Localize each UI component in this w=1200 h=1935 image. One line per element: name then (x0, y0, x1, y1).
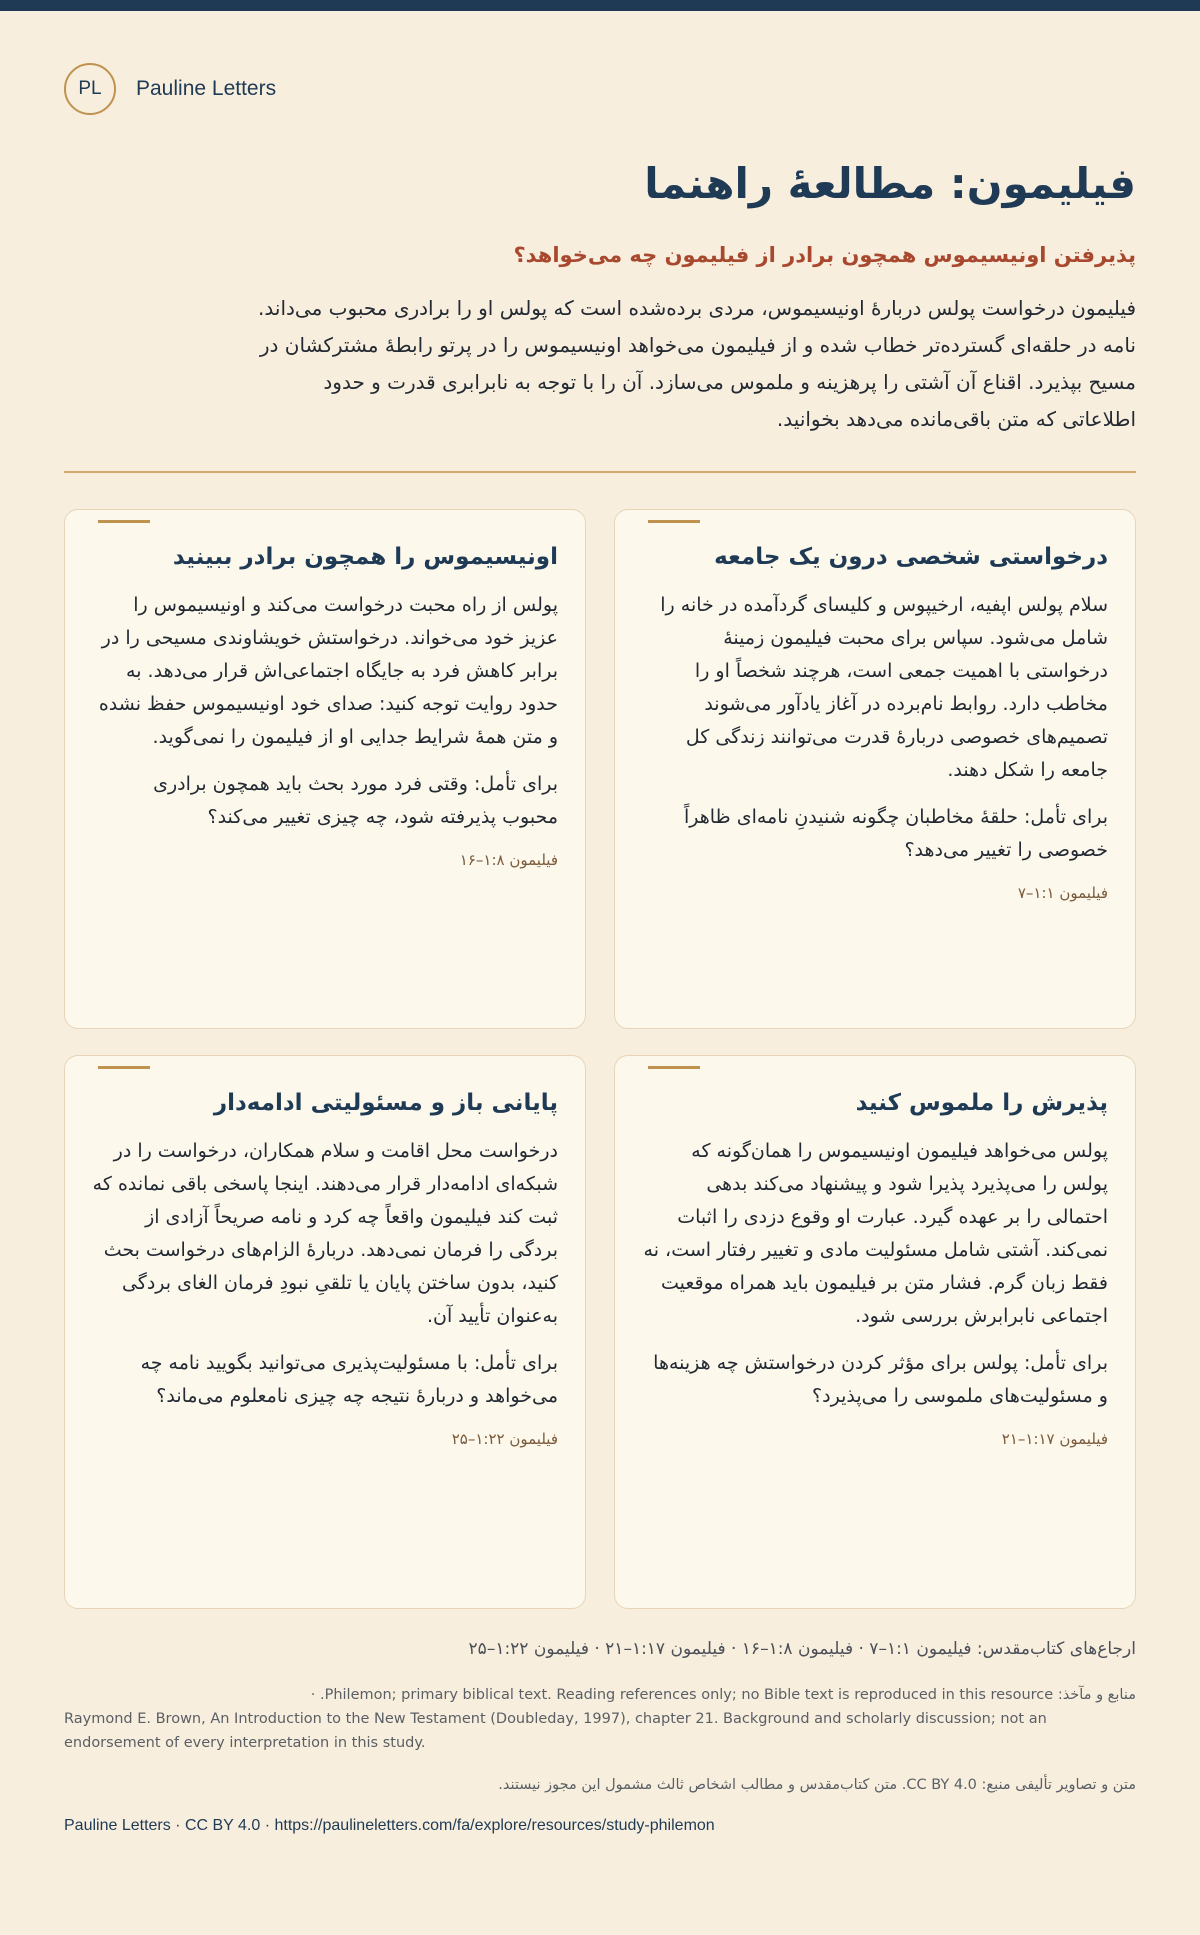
divider (64, 471, 1136, 473)
sources-line-1: Philemon; primary biblical text. Reading references only; no Bible text is reproduced in this resource. · (310, 1687, 1054, 1703)
sources-line-2: Raymond E. Brown, An Introduction to the New Testament (Doubleday, 1997), chapter 21. Background and scholarly discussion; not an endorsement of every interpretation in this study. (64, 1711, 1047, 1751)
intro-paragraph: فیلیمون درخواست پولس دربارهٔ اونیسیموس، مردی برده‌شده است که پولس او را برادری محبوب می‌داند. نامه در حلقه‌ای گسترده‌تر خطاب شده و از فیلیمون می‌خواهد اونیسیموس را در پرتو رابطهٔ مشترکشان در مسیح بپذیرد. اقناع آن آشتی را پرهزینه و ملموس می‌سازد. آن را با توجه به نابرابری قدرت و حدود اطلاعاتی که متن باقی‌مانده می‌دهد بخوانید. (258, 296, 1136, 431)
page (0, 62, 1200, 1835)
card-body: سلام پولس اپفیه، ارخیپوس و کلیسای گردآمده در خانه را شامل می‌شود. سپاس برای محبت فیلیمون زمینهٔ درخواستی با اهمیت جمعی است، هرچند شخصاً او را مخاطب دارد. روابط نام‌برده در آغاز یادآور می‌شوند تصمیم‌های خصوصی دربارهٔ قدرت می‌توانند زندگی کل جامعه را شکل دهند. (660, 594, 1108, 781)
card-title: پایانی باز و مسئولیتی ادامه‌دار (213, 1090, 558, 1116)
study-card (614, 1055, 1136, 1609)
card-reference: فیلیمون ۱:۸–۱۶ (459, 851, 558, 869)
study-card (614, 509, 1136, 1029)
card-reflection: برای تأمل: پولس برای مؤثر کردن درخواستش چه هزینه‌ها و مسئولیت‌های ملموسی را می‌پذیرد؟ (653, 1352, 1108, 1407)
scripture-references: ارجاع‌های کتاب‌مقدس: فیلیمون ۱:۱–۷ · فیلیمون ۱:۸–۱۶ · فیلیمون ۱:۱۷–۲۱ · فیلیمون ۱:۲۲–۲۵ (468, 1639, 1136, 1659)
card-reference: فیلیمون ۱:۲۲–۲۵ (451, 1430, 558, 1448)
study-card (64, 1055, 586, 1609)
sources-label: منابع و مآخذ: (1057, 1687, 1136, 1703)
card-reference: فیلیمون ۱:۱–۷ (1017, 884, 1108, 902)
brand-name: Pauline Letters (136, 77, 277, 100)
card-title: اونیسیموس را همچون برادر ببینید (172, 544, 558, 570)
card-reflection: برای تأمل: حلقهٔ مخاطبان چگونه شنیدنِ نامه‌ای ظاهراً خصوصی را تغییر می‌دهد؟ (683, 806, 1108, 861)
card-body: پولس می‌خواهد فیلیمون اونیسیموس را همان‌گونه که پولس را می‌پذیرد پذیرا شود و پیشنهاد می‌کند بدهی احتمالی را بر عهده گیرد. عبارت او وقوع دزدی را اثبات نمی‌کند. آشتی شامل مسئولیت مادی و تغییر رفتار است، نه فقط زبان گرم. فشار متن بر فیلیمون باید همراه موقعیت اجتماعی نابرابرش بررسی شود. (643, 1140, 1108, 1327)
study-card (64, 509, 586, 1029)
card-title: درخواستی شخصی درون یک جامعه (714, 544, 1108, 570)
card-body: پولس از راه محبت درخواست می‌کند و اونیسیموس را عزیز خود می‌خواند. درخواستش خویشاوندی مسیحی را در برابر کاهش فرد به جایگاه اجتماعی‌اش قرار می‌دهد. به حدود روایت توجه کنید: صدای خود اونیسیموس حفظ نشده و متن همهٔ شرایط جدایی او از فیلیمون را نمی‌گوید. (98, 594, 558, 748)
card-title: پذیرش را ملموس کنید (855, 1090, 1108, 1116)
card-body: درخواست محل اقامت و سلام همکاران، درخواست را در شبکه‌ای ادامه‌دار قرار می‌دهند. اینجا پاسخی باقی نمانده که ثبت کند فیلیمون واقعاً چه کرد و نامه صریحاً آزادی از بردگی را فرمان نمی‌دهد. دربارهٔ الزام‌های درخواست بحث کنید، بدون ساختن پایان یا تلقیِ نبودِ فرمان الغای بردگی به‌عنوان تأیید آن. (92, 1140, 558, 1327)
page-subtitle: پذیرفتن اونیسیموس همچون برادر از فیلیمون چه می‌خواهد؟ (513, 243, 1136, 267)
top-bar (0, 0, 1200, 11)
license-note: متن و تصاویر تألیفی منبع: CC BY 4.0. متن کتاب‌مقدس و مطالب اشخاص ثالث مشمول این مجوز نیستند. (498, 1777, 1136, 1793)
card-reflection: برای تأمل: وقتی فرد مورد بحث باید همچون برادری محبوب پذیرفته شود، چه چیزی تغییر می‌کند؟ (153, 773, 558, 828)
card-reference: فیلیمون ۱:۱۷–۲۱ (1001, 1430, 1108, 1448)
sources (64, 1683, 1136, 1755)
card-grid (64, 509, 1136, 1609)
card-reflection: برای تأمل: با مسئولیت‌پذیری می‌توانید بگویید نامه چه می‌خواهد و دربارهٔ نتیجه چه چیزی نامعلوم می‌ماند؟ (140, 1352, 558, 1407)
footer[interactable]: Pauline Letters · CC BY 4.0 · https://paulineletters.com/fa/explore/resources/study-philemon (64, 1817, 715, 1834)
brand-logo: PL (64, 63, 116, 115)
page-title: فیلیمون: مطالعهٔ راهنما (644, 159, 1136, 208)
brand[interactable] (64, 62, 1136, 116)
